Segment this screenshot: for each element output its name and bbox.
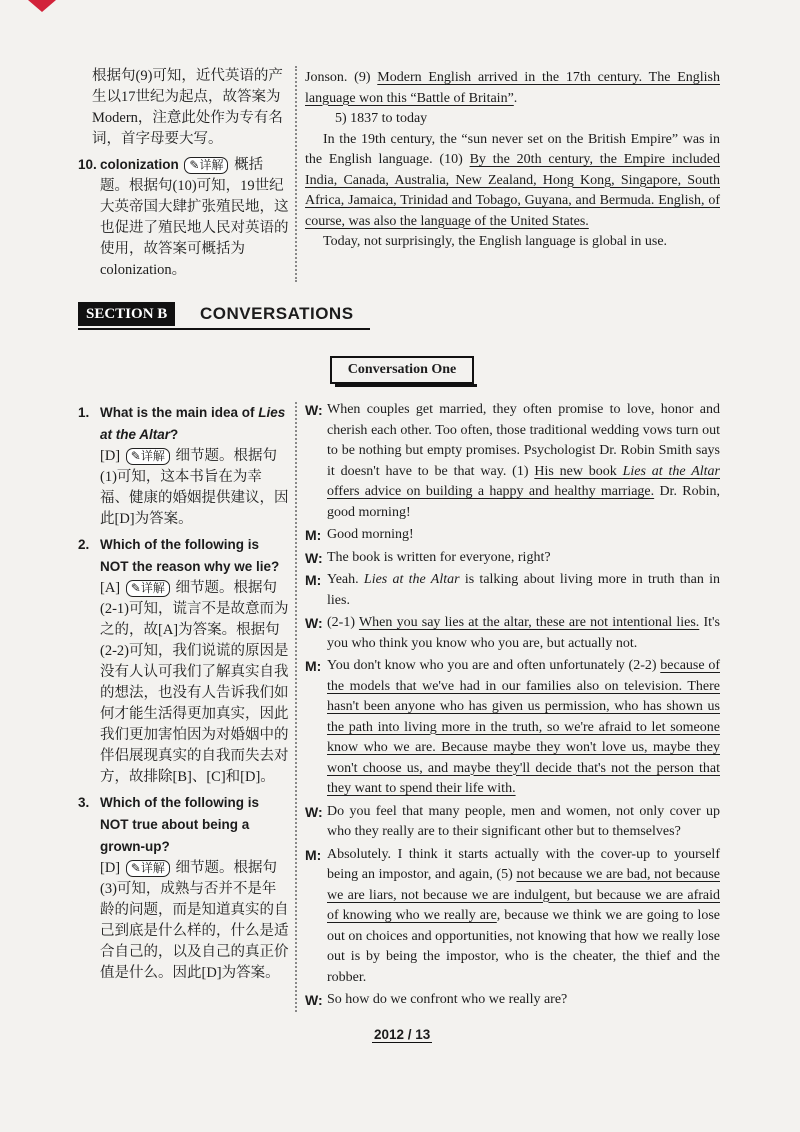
paragraph-today: Today, not surprisingly, the English language is global in use.: [323, 234, 668, 249]
column-divider-top: [295, 66, 297, 282]
question-1: [78, 402, 290, 530]
item10: [78, 154, 290, 281]
dialogue-line: M: Absolutely. I think it starts actually with the cover-up to yourself being an impostor, and again, (5) not because we are bad, not because we are liars, not because we are indulgent, but because we are afraid of knowing who we really are, because we think we are going to lose out on choices and opportunities, not knowing that how we really lose out is by being the impostor, who is the cheater, the thief and the robber.: [305, 846, 720, 985]
column-divider-bottom: [295, 402, 297, 1012]
paragraph-10: In the 19th century, the “sun never set on the British Empire” was in the English language. (10) By the 20th century, the Empire included India, Canada, Australia, New Zealand, Hong Kong, Singapore, South Africa, Jamaica, Trinidad and Tobago, Guyana, and Bermuda. English, of course, was also the language of the United States.: [305, 131, 720, 229]
section-title: CONVERSATIONS: [200, 304, 354, 323]
question-number: 3.: [78, 795, 90, 810]
heading-5: 5) 1837 to today: [335, 111, 428, 126]
question-number: 2.: [78, 537, 90, 552]
question-text: Which of the following is NOT the reason why we lie?: [100, 537, 280, 574]
conversation-title: Conversation One: [347, 362, 457, 377]
answer-explanation: [A] ✎详解 细节题。根据句(2-1)可知，谎言不是故意而为之的，故[A]为答案。根据句(2-2)可知，我们说谎的原因是没有人认可我们了解真实自我的想法，也没有人告诉我们如何才能生活得更加真实，因此我们更加害怕因为对婚姻中的伴侣展现真实的自我而失去对方，故排除[B]、[C]和[D]。: [100, 580, 289, 785]
dialogue-line: M: Yeah. Lies at the Altar is talking about living more in truth than in lies.: [305, 572, 721, 608]
dialogue-line: M: You don't know who you are and often unfortunately (2-2) because of the models that we've had in our families also on television. There hasn't been anyone who has given us permission, who has shown us the path into living more in the truth, so we're afraid to let someone know who we are. Because maybe they won't love us, maybe they won't choose us, and maybe they'll decide that's not the person that they want to spend their life with.: [305, 658, 720, 796]
dialogue-line: W: Do you feel that many people, men and women, not only cover up who they really are to their significant other but to themselves?: [305, 803, 720, 839]
questions-column: [78, 402, 290, 988]
section-header: [78, 302, 368, 326]
corner-mark: [28, 0, 56, 12]
question-text: What is the main idea of Lies at the Altar?: [100, 405, 286, 442]
conversation-title-box: [330, 356, 474, 384]
question-2: [78, 534, 290, 788]
question-3: [78, 792, 290, 984]
question-text: Which of the following is NOT true about being a grown-up?: [100, 795, 259, 854]
item10-answer: colonization: [100, 157, 179, 172]
detail-badge: ✎详解: [126, 448, 170, 465]
answer-explanation: [D] ✎详解 细节题。根据句(1)可知，这本书旨在为幸福、健康的婚姻提供建议，因此[D]为答案。: [100, 448, 289, 527]
dialogue-line: W: The book is written for everyone, right?: [305, 549, 551, 566]
detail-badge: ✎详解: [126, 860, 170, 877]
dialogue-line: W: When couples get married, they often promise to love, honor and cherish each other. Too often, those traditional wedding vows turn out to be nothing but empty promises. Psychologist Dr. Robin Smith says it doesn't have to be that way. (1) His new book Lies at the Altar offers advice on building a happy and healthy marriage. Dr. Robin, good morning!: [305, 402, 720, 520]
answer-explanation: [D] ✎详解 细节题。根据句(3)可知，成熟与否并不是年龄的问题，而是知道真实的自己到底是什么样的，什么是适合自己的，以及自己的真正价值是什么。因此[D]为答案。: [100, 860, 289, 981]
dialogue-line: W: (2-1) When you say lies at the altar, these are not intentional lies. It's you who think you know who you are, but actually not.: [305, 615, 721, 651]
item10-explanation: 概括题。根据句(10)可知，19世纪大英帝国大肆扩张殖民地，这也促进了殖民地人民对英语的使用，故答案可概括为colonization。: [100, 157, 289, 278]
dialogue-column: [305, 400, 720, 1013]
top-right-column: [305, 68, 720, 253]
top-left-column: [78, 66, 290, 285]
item9-explanation: 根据句(9)可知，近代英语的产生以17世纪为起点，故答案为Modern，注意此处作为专有名词，首字母要大写。: [92, 68, 283, 147]
question-number: 1.: [78, 405, 90, 420]
section-underline: [78, 328, 370, 330]
detail-badge: ✎详解: [126, 580, 170, 597]
page-number: 2012 / 13: [374, 1027, 431, 1042]
detail-badge: ✎详解: [184, 157, 228, 174]
dialogue-line: M: Good morning!: [305, 527, 414, 543]
dialogue-line: W: So how do we confront who we really are?: [305, 992, 568, 1008]
section-label: SECTION B: [78, 302, 175, 326]
item10-number: 10.: [78, 157, 97, 172]
paragraph-9: Jonson. (9) Modern English arrived in the 17th century. The English language won this “Battle of Britain”.: [305, 70, 720, 106]
